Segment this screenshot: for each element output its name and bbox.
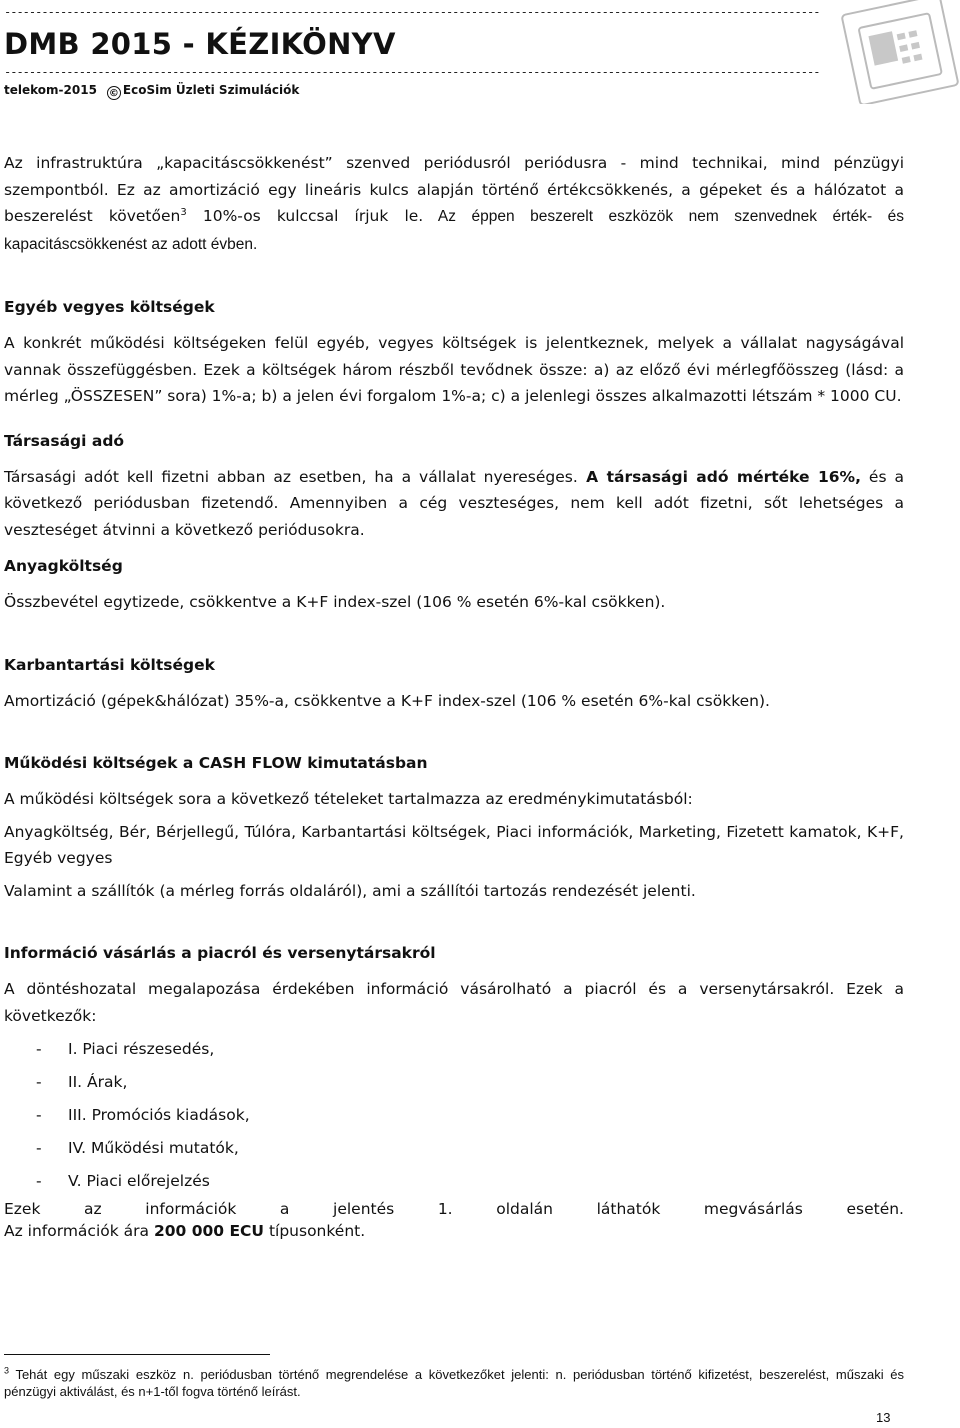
heading-karbantartasi: Karbantartási költségek xyxy=(4,655,215,674)
header-subline xyxy=(4,82,820,100)
paragraph-tarsasagi-ado: Társasági adót kell fizetni abban az esetben, ha a vállalat nyereséges. A társasági adó mértéke 16%, és a következő periódusban fizetendő. Amennyiben a cég veszteséges, nem kell adót fizetni, sőt lehetséges a veszteséget átvinni a következő periódusokra. xyxy=(4,467,904,539)
page-header xyxy=(4,6,820,100)
list-item: - II. Árak, xyxy=(36,1066,904,1099)
heading-egyeb-vegyes: Egyéb vegyes költségek xyxy=(4,298,215,316)
page-number: 13 xyxy=(876,1410,891,1425)
header-dash-rule-top: ----------------------------------------------------------------------------------------------------------------------------------- xyxy=(4,6,820,18)
paragraph-informacio-report: Ezek az információk a jelentés 1. oldalán láthatók megvásárlás esetén. xyxy=(4,1200,904,1218)
list-item: - I. Piaci részesedés, xyxy=(36,1033,904,1066)
paragraph-infrastructure: Az infrastruktúra „kapacitáscsökkenést” szenved periódusról periódusra - mind technikai, mind pénzügyi szempontból. Ez az amortizáció egy lineáris kulcs alapján történő értékcsökkenés, a gépeket és a hálózatot a beszerelést követően$^3$ 10%-os kulccsal írjuk le. Az éppen beszerelt eszközök nem szenvednek érték- és kapacitáscsökkenést az adott évben. xyxy=(4,154,905,253)
paragraph-informacio-price: Az információk ára 200 000 ECU típusonként. xyxy=(4,1222,366,1240)
document-title: DMB 2015 - KÉZIKÖNYV xyxy=(4,27,396,61)
paragraph-cash-flow-suppliers: Valamint a szállítók (a mérleg forrás oldaláról), ami a szállítói tartozás rendezését jelenti. xyxy=(4,881,696,900)
heading-cash-flow: Működési költségek a CASH FLOW kimutatásban xyxy=(4,754,428,772)
heading-anyagkoltseg: Anyagköltség xyxy=(4,557,123,575)
paragraph-karbantartasi: Amortizáció (gépek&hálózat) 35%-a, csökkentve a K+F index-szel (106 % esetén 6%-kal csökken). xyxy=(4,691,770,710)
paragraph-informacio-intro: A döntéshozatal megalapozása érdekében információ vásárolható a piacról és a versenytársakról. Ezek a következők: xyxy=(4,980,904,1025)
paragraph-anyagkoltseg: Összbevétel egytizede, csökkentve a K+F index-szel (106 % esetén 6%-kal csökken). xyxy=(4,593,666,611)
list-item: - V. Piaci előrejelzés xyxy=(36,1165,904,1198)
footnote: $^3$ Tehát egy műszaki eszköz n. periódusban történő megrendelése a következőket jelenti: n. periódusban történő kifizetést, beszerelést, műszaki és pénzügyi aktiválást, és n+1-től fogva történő leírást. xyxy=(4,1365,904,1399)
list-item: - III. Promóciós kiadások, xyxy=(36,1099,904,1132)
heading-informacio-vasarlas: Információ vásárlás a piacról és versenytársakról xyxy=(4,944,436,962)
footnote-rule xyxy=(4,1354,270,1355)
subline-right: EcoSim Üzleti Szimulációk xyxy=(122,83,300,97)
page-content xyxy=(4,150,904,1242)
paragraph-cash-flow-items: Anyagköltség, Bér, Bérjellegű, Túlóra, Karbantartási költségek, Piaci információk, Marketing, Fizetett kamatok, K+F, Egyéb vegyes xyxy=(4,822,904,867)
heading-tarsasagi-ado: Társasági adó xyxy=(4,431,125,450)
phone-illustration-icon xyxy=(820,0,960,104)
information-list xyxy=(4,1033,904,1198)
paragraph-cash-flow-intro: A működési költségek sora a következő tételeket tartalmazza az eredménykimutatásból: xyxy=(4,790,693,808)
paragraph-egyeb-vegyes: A konkrét működési költségeken felül egyéb, vegyes költségek is jelentkeznek, melyek a vállalat nagyságával vannak összefüggésben. Ezek a költségek három részből tevődnek össze: a) az előző évi mérlegfőösszeg (lásd: a mérleg „ÖSSZESEN” sora) 1%-a; b) a jelen évi forgalom 1%-a; c) a jelenlegi összes alkalmazotti létszám * 1000 CU. xyxy=(4,334,904,405)
subline-left: telekom-2015 xyxy=(4,83,97,97)
header-dash-rule-bottom: ----------------------------------------------------------------------------------------------------------------------------------- xyxy=(4,66,820,78)
list-item: - IV. Működési mutatók, xyxy=(36,1132,904,1165)
copyright-icon: © xyxy=(108,88,119,99)
